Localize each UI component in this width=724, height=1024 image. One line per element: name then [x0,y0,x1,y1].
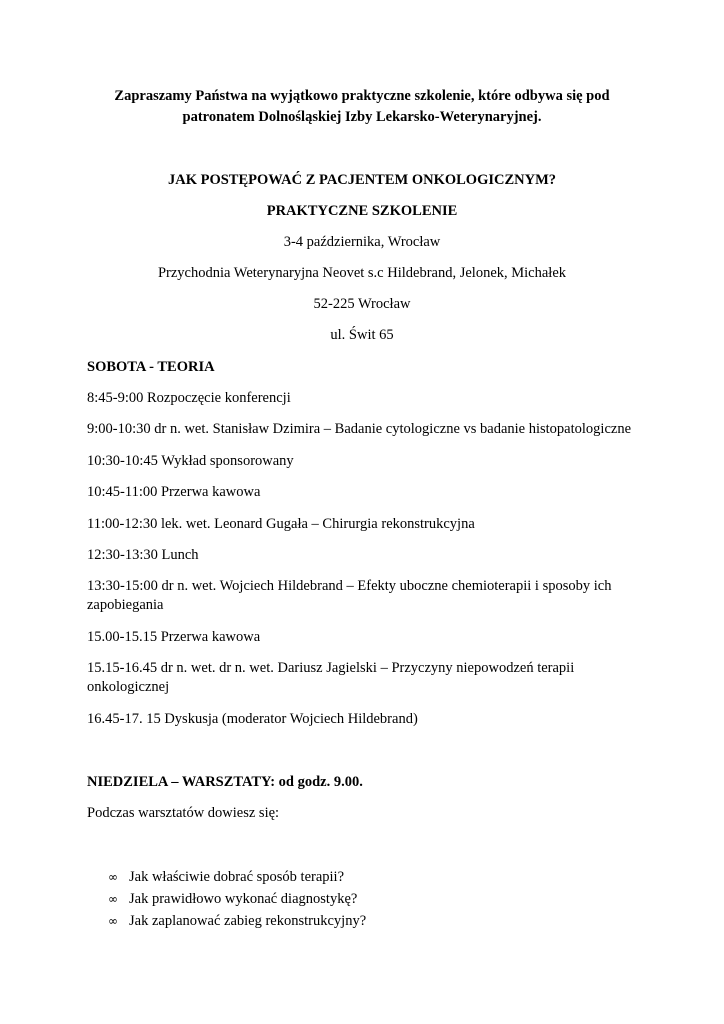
list-item [108,910,366,932]
date-place: 3-4 października, Wrocław [283,234,441,250]
infinity-bullet-icon: ∞ [108,870,118,884]
schedule-item: 8:45-9:00 Rozpoczęcie konferencji [87,390,291,406]
list-item-text: Jak zaplanować zabieg rekonstrukcyjny? [129,913,367,929]
postal-code: 52-225 Wrocław [313,296,411,312]
schedule-item: 15.00-15.15 Przerwa kawowa [87,629,261,645]
schedule-item: 12:30-13:30 Lunch [87,547,199,563]
sunday-lead: Podczas warsztatów dowiesz się: [87,805,280,821]
schedule-item: 10:45-11:00 Przerwa kawowa [87,484,261,500]
schedule-item: 10:30-10:45 Wykład sponsorowany [87,453,294,469]
infinity-bullet-icon: ∞ [108,914,118,928]
street-address: ul. Świt 65 [330,327,394,343]
infinity-bullet-icon: ∞ [108,892,118,906]
schedule-item: 16.45-17. 15 Dyskusja (moderator Wojciech Hildebrand) [87,711,418,727]
saturday-heading: SOBOTA - TEORIA [87,359,215,375]
list-item [108,888,366,910]
schedule-item: 9:00-10:30 dr n. wet. Stanisław Dzimira – Badanie cytologiczne vs badanie histopatologiczne [87,421,632,437]
schedule-item: 13:30-15:00 dr n. wet. Wojciech Hildebrand – Efekty uboczne chemioterapii i sposoby ich zapobiegania [87,578,612,613]
list-item-text: Jak prawidłowo wykonać diagnostykę? [129,891,358,907]
sunday-heading: NIEDZIELA – WARSZTATY: od godz. 9.00. [87,774,363,790]
main-title: JAK POSTĘPOWAĆ Z PACJENTEM ONKOLOGICZNYM? [167,172,557,188]
subtitle: PRAKTYCZNE SZKOLENIE [266,203,458,219]
intro-text: Zapraszamy Państwa na wyjątkowo praktyczne szkolenie, które odbywa się pod patronatem Dolnośląskiej Izby Lekarsko-Weterynaryjnej. [114,88,610,125]
schedule-item: 15.15-16.45 dr n. wet. dr n. wet. Dariusz Jagielski – Przyczyny niepowodzeń terapii onkologicznej [87,660,575,695]
workshop-topics-list [108,866,366,932]
list-item [108,866,366,888]
venue: Przychodnia Weterynaryjna Neovet s.c Hildebrand, Jelonek, Michałek [157,265,567,281]
list-item-text: Jak właściwie dobrać sposób terapii? [129,869,345,885]
schedule-item: 11:00-12:30 lek. wet. Leonard Gugała – Chirurgia rekonstrukcyjna [87,516,475,532]
